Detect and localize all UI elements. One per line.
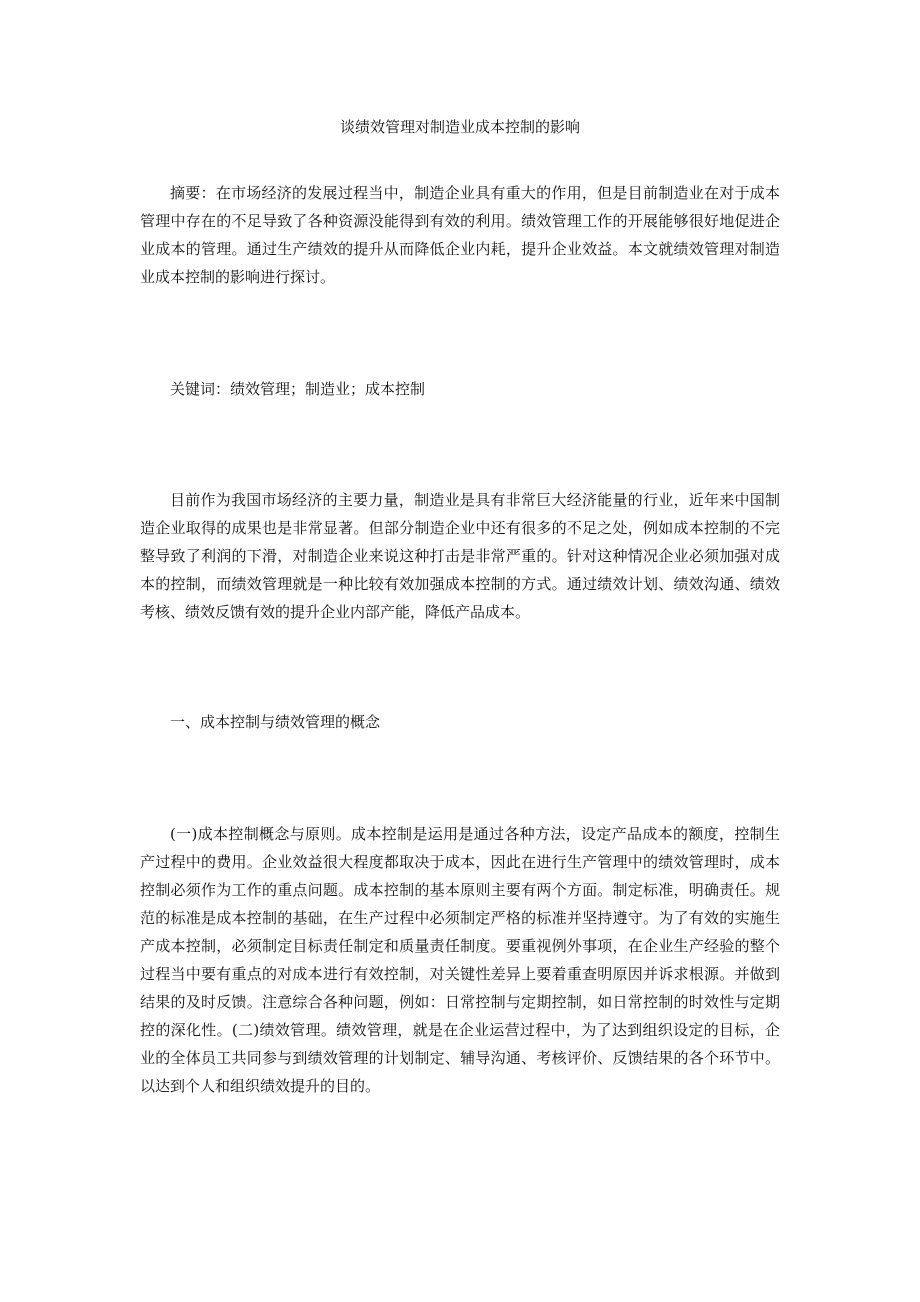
abstract-paragraph: 摘要：在市场经济的发展过程当中，制造企业具有重大的作用，但是目前制造业在对于成本管理中存在的不足导致了各种资源没能得到有效的利用。绩效管理工作的开展能够很好地促进企业成本的管理。通过生产绩效的提升从而降低企业内耗，提升企业效益。本文就绩效管理对制造业成本控制的影响进行探讨。 (140, 184, 780, 286)
section-paragraph: (一)成本控制概念与原则。成本控制是运用是通过各种方法，设定产品成本的额度，控制生产过程中的费用。企业效益很大程度都取决于成本，因此在进行生产管理中的绩效管理时，成本控制必须作为工作的重点问题。成本控制的基本原则主要有两个方面。制定标准，明确责任。规范的标准是成本控制的基础，在生产过程中必须制定严格的标准并坚持遵守。为了有效的实施生产成本控制，必须制定目标责任制定和质量责任制度。要重视例外事项，在企业生产经验的整个过程当中要有重点的对成本进行有效控制，对关键性差异上要着重查明原因并诉求根源。并做到结果的及时反馈。注意综合各种问题，例如：日常控制与定期控制，如日常控制的时效性与定期控的深化性。(二)绩效管理。绩效管理，就是在企业运营过程中，为了达到组织设定的目标，企业的全体员工共同参与到绩效管理的计划制定、辅导沟通、考核评价、反馈结果的各个环节中。以达到个人和组织绩效提升的目的。 (140, 825, 780, 1095)
document-title: 谈绩效管理对制造业成本控制的影响 (339, 118, 580, 136)
intro-paragraph: 目前作为我国市场经济的主要力量，制造业是具有非常巨大经济能量的行业，近年来中国制造企业取得的成果也是非常显著。但部分制造企业中还有很多的不足之处，例如成本控制的不完整导致了利润的下滑，对制造企业来说这种打击是非常严重的。针对这种情况企业必须加强对成本的控制，而绩效管理就是一种比较有效加强成本控制的方式。通过绩效计划、绩效沟通、绩效考核、绩效反馈有效的提升企业内部产能，降低产品成本。 (140, 491, 780, 621)
keywords-line: 关键词：绩效管理；制造业；成本控制 (170, 380, 426, 398)
section-heading: 一、成本控制与绩效管理的概念 (170, 713, 381, 731)
